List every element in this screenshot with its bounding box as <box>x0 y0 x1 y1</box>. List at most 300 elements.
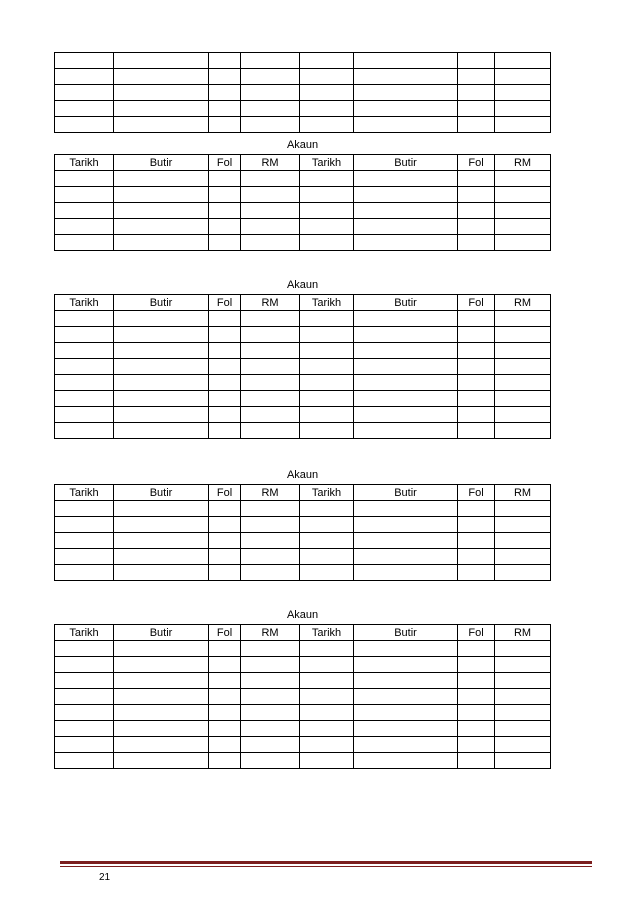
entry-cell[interactable] <box>114 327 209 343</box>
entry-cell[interactable] <box>458 721 495 737</box>
table-row <box>55 359 551 375</box>
entry-cell[interactable] <box>209 641 241 657</box>
column-header: Tarikh <box>55 155 114 171</box>
entry-cell[interactable] <box>495 689 551 705</box>
table-row <box>55 565 551 581</box>
entry-cell[interactable] <box>495 737 551 753</box>
entry-cell[interactable] <box>241 343 300 359</box>
column-header: Butir <box>354 485 458 501</box>
entry-cell[interactable] <box>241 501 300 517</box>
entry-cell[interactable] <box>114 501 209 517</box>
table-row <box>55 737 551 753</box>
entry-cell[interactable] <box>209 501 241 517</box>
entry-cell[interactable] <box>354 101 458 117</box>
entry-cell[interactable] <box>55 407 114 423</box>
entry-cell[interactable] <box>495 753 551 769</box>
entry-cell[interactable] <box>209 689 241 705</box>
entry-cell[interactable] <box>300 203 354 219</box>
entry-cell[interactable] <box>495 549 551 565</box>
entry-cell[interactable] <box>354 705 458 721</box>
ledger-table <box>54 52 551 133</box>
entry-cell[interactable] <box>55 501 114 517</box>
entry-cell[interactable] <box>241 327 300 343</box>
entry-cell[interactable] <box>458 53 495 69</box>
entry-cell[interactable] <box>300 689 354 705</box>
entry-cell[interactable] <box>354 391 458 407</box>
entry-cell[interactable] <box>55 565 114 581</box>
entry-cell[interactable] <box>55 753 114 769</box>
entry-cell[interactable] <box>354 171 458 187</box>
entry-cell[interactable] <box>55 737 114 753</box>
entry-cell[interactable] <box>55 359 114 375</box>
entry-cell[interactable] <box>495 219 551 235</box>
entry-cell[interactable] <box>241 565 300 581</box>
entry-cell[interactable] <box>354 407 458 423</box>
entry-cell[interactable] <box>55 117 114 133</box>
entry-cell[interactable] <box>55 327 114 343</box>
entry-cell[interactable] <box>495 501 551 517</box>
column-header: RM <box>241 625 300 641</box>
entry-cell[interactable] <box>458 753 495 769</box>
entry-cell[interactable] <box>209 187 241 203</box>
entry-cell[interactable] <box>300 517 354 533</box>
entry-cell[interactable] <box>241 117 300 133</box>
entry-cell[interactable] <box>241 641 300 657</box>
entry-cell[interactable] <box>495 673 551 689</box>
entry-cell[interactable] <box>241 721 300 737</box>
table-row <box>55 53 551 69</box>
column-header: Tarikh <box>55 485 114 501</box>
entry-cell[interactable] <box>354 641 458 657</box>
entry-cell[interactable] <box>458 423 495 439</box>
entry-cell[interactable] <box>114 187 209 203</box>
entry-cell[interactable] <box>300 673 354 689</box>
table-row <box>55 343 551 359</box>
entry-cell[interactable] <box>241 53 300 69</box>
entry-cell[interactable] <box>114 689 209 705</box>
entry-cell[interactable] <box>209 53 241 69</box>
entry-cell[interactable] <box>354 187 458 203</box>
entry-cell[interactable] <box>495 657 551 673</box>
entry-cell[interactable] <box>55 101 114 117</box>
entry-cell[interactable] <box>300 407 354 423</box>
entry-cell[interactable] <box>209 311 241 327</box>
entry-cell[interactable] <box>55 641 114 657</box>
entry-cell[interactable] <box>354 53 458 69</box>
entry-cell[interactable] <box>300 391 354 407</box>
entry-cell[interactable] <box>241 657 300 673</box>
entry-cell[interactable] <box>354 343 458 359</box>
entry-cell[interactable] <box>209 171 241 187</box>
entry-cell[interactable] <box>241 391 300 407</box>
account-title: Akaun <box>55 467 551 485</box>
entry-cell[interactable] <box>495 117 551 133</box>
entry-cell[interactable] <box>458 311 495 327</box>
ledger-table <box>54 137 551 251</box>
entry-cell[interactable] <box>300 311 354 327</box>
entry-cell[interactable] <box>55 187 114 203</box>
column-header: Butir <box>354 295 458 311</box>
entry-cell[interactable] <box>209 737 241 753</box>
entry-cell[interactable] <box>458 343 495 359</box>
column-header: Butir <box>114 295 209 311</box>
entry-cell[interactable] <box>354 423 458 439</box>
entry-cell[interactable] <box>300 657 354 673</box>
account-title: Akaun <box>55 137 551 155</box>
entry-cell[interactable] <box>114 203 209 219</box>
entry-cell[interactable] <box>495 203 551 219</box>
entry-cell[interactable] <box>241 219 300 235</box>
entry-cell[interactable] <box>300 549 354 565</box>
table-row <box>55 311 551 327</box>
entry-cell[interactable] <box>300 327 354 343</box>
entry-cell[interactable] <box>55 423 114 439</box>
entry-cell[interactable] <box>458 327 495 343</box>
table-row <box>55 203 551 219</box>
entry-cell[interactable] <box>300 101 354 117</box>
table-row <box>55 219 551 235</box>
entry-cell[interactable] <box>458 187 495 203</box>
entry-cell[interactable] <box>114 219 209 235</box>
entry-cell[interactable] <box>495 311 551 327</box>
entry-cell[interactable] <box>300 69 354 85</box>
entry-cell[interactable] <box>209 219 241 235</box>
entry-cell[interactable] <box>354 219 458 235</box>
entry-cell[interactable] <box>300 235 354 251</box>
entry-cell[interactable] <box>300 753 354 769</box>
entry-cell[interactable] <box>458 359 495 375</box>
footer-rule-thin <box>60 866 592 867</box>
entry-cell[interactable] <box>209 359 241 375</box>
column-header-row <box>55 155 551 171</box>
entry-cell[interactable] <box>114 375 209 391</box>
entry-cell[interactable] <box>209 69 241 85</box>
entry-cell[interactable] <box>495 391 551 407</box>
entry-cell[interactable] <box>241 533 300 549</box>
entry-cell[interactable] <box>55 517 114 533</box>
entry-cell[interactable] <box>55 391 114 407</box>
entry-cell[interactable] <box>55 219 114 235</box>
entry-cell[interactable] <box>354 721 458 737</box>
entry-cell[interactable] <box>55 235 114 251</box>
entry-cell[interactable] <box>495 53 551 69</box>
entry-cell[interactable] <box>55 171 114 187</box>
entry-cell[interactable] <box>495 171 551 187</box>
entry-cell[interactable] <box>55 375 114 391</box>
entry-cell[interactable] <box>209 101 241 117</box>
entry-cell[interactable] <box>209 203 241 219</box>
entry-cell[interactable] <box>495 235 551 251</box>
entry-cell[interactable] <box>300 641 354 657</box>
entry-cell[interactable] <box>241 673 300 689</box>
table-row <box>55 117 551 133</box>
column-header: Fol <box>209 625 241 641</box>
entry-cell[interactable] <box>55 657 114 673</box>
entry-cell[interactable] <box>55 689 114 705</box>
entry-cell[interactable] <box>241 753 300 769</box>
entry-cell[interactable] <box>495 565 551 581</box>
entry-cell[interactable] <box>114 565 209 581</box>
entry-cell[interactable] <box>209 327 241 343</box>
entry-cell[interactable] <box>300 187 354 203</box>
table-row <box>55 69 551 85</box>
entry-cell[interactable] <box>209 673 241 689</box>
table-row <box>55 721 551 737</box>
entry-cell[interactable] <box>55 69 114 85</box>
table-row <box>55 533 551 549</box>
entry-cell[interactable] <box>458 565 495 581</box>
entry-cell[interactable] <box>241 407 300 423</box>
entry-cell[interactable] <box>495 705 551 721</box>
entry-cell[interactable] <box>495 375 551 391</box>
entry-cell[interactable] <box>458 219 495 235</box>
entry-cell[interactable] <box>354 533 458 549</box>
entry-cell[interactable] <box>354 117 458 133</box>
table-row <box>55 753 551 769</box>
entry-cell[interactable] <box>55 53 114 69</box>
entry-cell[interactable] <box>209 375 241 391</box>
entry-cell[interactable] <box>458 171 495 187</box>
entry-cell[interactable] <box>209 85 241 101</box>
entry-cell[interactable] <box>300 219 354 235</box>
entry-cell[interactable] <box>114 407 209 423</box>
entry-cell[interactable] <box>458 517 495 533</box>
column-header: Fol <box>209 295 241 311</box>
entry-cell[interactable] <box>209 533 241 549</box>
entry-cell[interactable] <box>114 101 209 117</box>
entry-cell[interactable] <box>354 673 458 689</box>
entry-cell[interactable] <box>209 407 241 423</box>
entry-cell[interactable] <box>354 549 458 565</box>
entry-cell[interactable] <box>241 549 300 565</box>
entry-cell[interactable] <box>495 343 551 359</box>
entry-cell[interactable] <box>114 517 209 533</box>
table-row <box>55 171 551 187</box>
entry-cell[interactable] <box>354 517 458 533</box>
entry-cell[interactable] <box>114 171 209 187</box>
entry-cell[interactable] <box>458 203 495 219</box>
entry-cell[interactable] <box>458 705 495 721</box>
entry-cell[interactable] <box>114 753 209 769</box>
entry-cell[interactable] <box>495 85 551 101</box>
entry-cell[interactable] <box>458 391 495 407</box>
entry-cell[interactable] <box>241 235 300 251</box>
footer-rule <box>60 861 592 864</box>
entry-cell[interactable] <box>114 533 209 549</box>
column-header: Butir <box>354 155 458 171</box>
entry-cell[interactable] <box>209 343 241 359</box>
entry-cell[interactable] <box>300 533 354 549</box>
entry-cell[interactable] <box>300 171 354 187</box>
entry-cell[interactable] <box>114 69 209 85</box>
entry-cell[interactable] <box>300 375 354 391</box>
entry-cell[interactable] <box>55 533 114 549</box>
column-header: Fol <box>458 295 495 311</box>
entry-cell[interactable] <box>300 343 354 359</box>
entry-cell[interactable] <box>354 689 458 705</box>
entry-cell[interactable] <box>354 69 458 85</box>
entry-cell[interactable] <box>354 753 458 769</box>
ledger-table <box>54 467 551 581</box>
entry-cell[interactable] <box>114 641 209 657</box>
entry-cell[interactable] <box>458 549 495 565</box>
entry-cell[interactable] <box>458 673 495 689</box>
entry-cell[interactable] <box>300 737 354 753</box>
entry-cell[interactable] <box>114 549 209 565</box>
entry-cell[interactable] <box>458 737 495 753</box>
entry-cell[interactable] <box>55 343 114 359</box>
column-header: Butir <box>114 625 209 641</box>
entry-cell[interactable] <box>241 187 300 203</box>
table-row <box>55 657 551 673</box>
column-header: Fol <box>458 155 495 171</box>
entry-cell[interactable] <box>458 117 495 133</box>
entry-cell[interactable] <box>241 517 300 533</box>
entry-cell[interactable] <box>241 203 300 219</box>
entry-cell[interactable] <box>241 423 300 439</box>
entry-cell[interactable] <box>458 235 495 251</box>
entry-cell[interactable] <box>209 657 241 673</box>
entry-cell[interactable] <box>114 117 209 133</box>
entry-cell[interactable] <box>354 311 458 327</box>
entry-cell[interactable] <box>55 549 114 565</box>
entry-cell[interactable] <box>114 721 209 737</box>
entry-cell[interactable] <box>495 533 551 549</box>
entry-cell[interactable] <box>495 423 551 439</box>
entry-cell[interactable] <box>241 705 300 721</box>
entry-cell[interactable] <box>114 53 209 69</box>
entry-cell[interactable] <box>114 657 209 673</box>
table-row <box>55 705 551 721</box>
entry-cell[interactable] <box>354 565 458 581</box>
column-header: Butir <box>114 155 209 171</box>
entry-cell[interactable] <box>114 359 209 375</box>
entry-cell[interactable] <box>114 423 209 439</box>
entry-cell[interactable] <box>300 423 354 439</box>
column-header: Tarikh <box>55 295 114 311</box>
account-title: Akaun <box>55 607 551 625</box>
entry-cell[interactable] <box>114 391 209 407</box>
entry-cell[interactable] <box>354 737 458 753</box>
table-row <box>55 423 551 439</box>
table-row <box>55 517 551 533</box>
entry-cell[interactable] <box>241 311 300 327</box>
entry-cell[interactable] <box>458 657 495 673</box>
entry-cell[interactable] <box>458 407 495 423</box>
entry-cell[interactable] <box>55 705 114 721</box>
entry-cell[interactable] <box>55 721 114 737</box>
entry-cell[interactable] <box>55 203 114 219</box>
entry-cell[interactable] <box>495 641 551 657</box>
entry-cell[interactable] <box>241 85 300 101</box>
page-number: 21 <box>99 872 111 883</box>
entry-cell[interactable] <box>300 53 354 69</box>
entry-cell[interactable] <box>55 85 114 101</box>
entry-cell[interactable] <box>495 517 551 533</box>
entry-cell[interactable] <box>300 85 354 101</box>
entry-cell[interactable] <box>458 375 495 391</box>
column-header-row <box>55 625 551 641</box>
entry-cell[interactable] <box>241 69 300 85</box>
entry-cell[interactable] <box>495 187 551 203</box>
entry-cell[interactable] <box>241 101 300 117</box>
entry-cell[interactable] <box>354 657 458 673</box>
entry-cell[interactable] <box>495 407 551 423</box>
entry-cell[interactable] <box>114 235 209 251</box>
column-header: Tarikh <box>55 625 114 641</box>
entry-cell[interactable] <box>209 753 241 769</box>
entry-cell[interactable] <box>354 375 458 391</box>
entry-cell[interactable] <box>458 85 495 101</box>
entry-cell[interactable] <box>354 501 458 517</box>
table-row <box>55 689 551 705</box>
entry-cell[interactable] <box>354 327 458 343</box>
entry-cell[interactable] <box>300 705 354 721</box>
entry-cell[interactable] <box>114 311 209 327</box>
entry-cell[interactable] <box>241 689 300 705</box>
entry-cell[interactable] <box>209 517 241 533</box>
entry-cell[interactable] <box>241 171 300 187</box>
entry-cell[interactable] <box>114 673 209 689</box>
entry-cell[interactable] <box>209 423 241 439</box>
entry-cell[interactable] <box>300 721 354 737</box>
table-row <box>55 673 551 689</box>
entry-cell[interactable] <box>241 359 300 375</box>
entry-cell[interactable] <box>114 737 209 753</box>
table-row <box>55 501 551 517</box>
entry-cell[interactable] <box>495 327 551 343</box>
entry-cell[interactable] <box>354 359 458 375</box>
column-header-row <box>55 485 551 501</box>
entry-cell[interactable] <box>354 85 458 101</box>
entry-cell[interactable] <box>300 359 354 375</box>
entry-cell[interactable] <box>495 721 551 737</box>
entry-cell[interactable] <box>114 85 209 101</box>
entry-cell[interactable] <box>209 565 241 581</box>
entry-cell[interactable] <box>241 737 300 753</box>
entry-cell[interactable] <box>209 705 241 721</box>
entry-cell[interactable] <box>209 721 241 737</box>
table-row <box>55 391 551 407</box>
entry-cell[interactable] <box>209 549 241 565</box>
ledger-table <box>54 277 551 439</box>
entry-cell[interactable] <box>458 533 495 549</box>
entry-cell[interactable] <box>209 391 241 407</box>
entry-cell[interactable] <box>55 311 114 327</box>
entry-cell[interactable] <box>114 343 209 359</box>
entry-cell[interactable] <box>495 101 551 117</box>
entry-cell[interactable] <box>114 705 209 721</box>
entry-cell[interactable] <box>241 375 300 391</box>
entry-cell[interactable] <box>354 203 458 219</box>
entry-cell[interactable] <box>300 565 354 581</box>
entry-cell[interactable] <box>458 69 495 85</box>
entry-cell[interactable] <box>458 101 495 117</box>
entry-cell[interactable] <box>458 689 495 705</box>
entry-cell[interactable] <box>300 501 354 517</box>
entry-cell[interactable] <box>458 641 495 657</box>
table-row <box>55 187 551 203</box>
entry-cell[interactable] <box>209 235 241 251</box>
entry-cell[interactable] <box>354 235 458 251</box>
entry-cell[interactable] <box>55 673 114 689</box>
entry-cell[interactable] <box>300 117 354 133</box>
entry-cell[interactable] <box>458 501 495 517</box>
entry-cell[interactable] <box>495 69 551 85</box>
entry-cell[interactable] <box>495 359 551 375</box>
entry-cell[interactable] <box>209 117 241 133</box>
column-header: Tarikh <box>300 625 354 641</box>
